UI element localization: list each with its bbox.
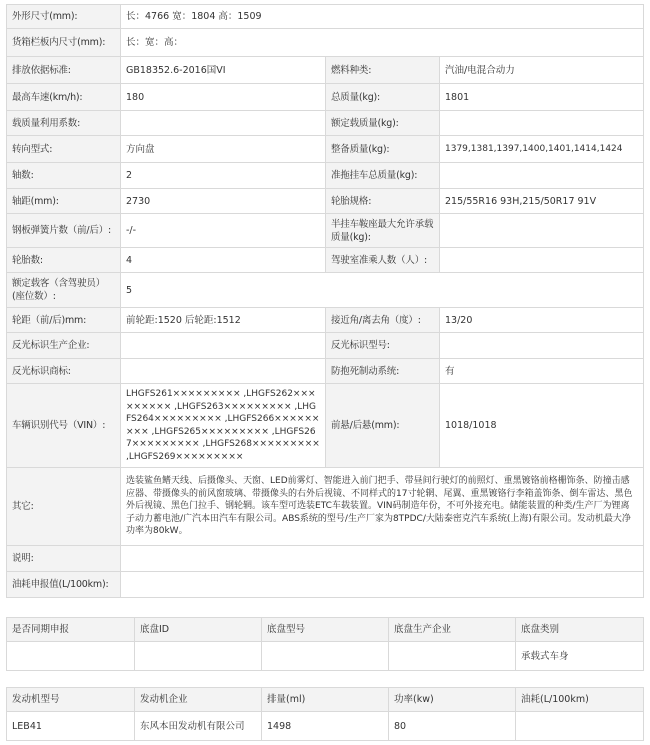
steering-value: 方向盘 — [121, 136, 326, 163]
reflect-maker-label: 反光标识生产企业: — [7, 333, 121, 359]
chassis-cell — [7, 642, 135, 671]
chassis-header: 是否同期申报 — [7, 618, 135, 642]
leaf-springs-value: -/- — [121, 214, 326, 248]
track-value: 前轮距:1520 后轮距:1512 — [121, 308, 326, 333]
trailer-mass-label: 准拖挂车总质量(kg): — [326, 163, 440, 189]
engine-header: 发动机型号 — [7, 688, 135, 712]
chassis-header: 底盘生产企业 — [389, 618, 516, 642]
engine-cell: 80 — [389, 712, 516, 741]
engine-cell: 1498 — [262, 712, 389, 741]
approach-value: 13/20 — [440, 308, 644, 333]
vin-label: 车辆识别代号（VIN）: — [7, 384, 121, 468]
reflect-brand-label: 反光标识商标: — [7, 359, 121, 384]
wheelbase-value: 2730 — [121, 189, 326, 214]
chassis-cell — [135, 642, 262, 671]
note-value — [121, 546, 644, 572]
axles-value: 2 — [121, 163, 326, 189]
fuel-consumption-value — [121, 572, 644, 598]
max-speed-label: 最高车速(km/h): — [7, 84, 121, 111]
chassis-header: 底盘类别 — [516, 618, 644, 642]
overhang-value: 1018/1018 — [440, 384, 644, 468]
curb-mass-label: 整备质量(kg): — [326, 136, 440, 163]
curb-mass-value: 1379,1381,1397,1400,1401,1414,1424 — [440, 136, 644, 163]
saddle-load-value — [440, 214, 644, 248]
tires-label: 轮胎数: — [7, 248, 121, 273]
note-label: 说明: — [7, 546, 121, 572]
reflect-model-value — [440, 333, 644, 359]
emission-label: 排放依据标准: — [7, 57, 121, 84]
rated-load-value — [440, 111, 644, 136]
engine-header: 发动机企业 — [135, 688, 262, 712]
chassis-header: 底盘型号 — [262, 618, 389, 642]
load-util-value — [121, 111, 326, 136]
engine-header: 排量(ml) — [262, 688, 389, 712]
abs-label: 防抱死制动系统: — [326, 359, 440, 384]
total-mass-value: 1801 — [440, 84, 644, 111]
seats-value: 5 — [121, 273, 644, 308]
load-util-label: 载质量利用系数: — [7, 111, 121, 136]
overhang-label: 前悬/后悬(mm): — [326, 384, 440, 468]
chassis-cell: 承载式车身 — [516, 642, 644, 671]
reflect-maker-value — [121, 333, 326, 359]
cargo-size-value: 长：宽：高： — [121, 29, 644, 57]
chassis-cell — [262, 642, 389, 671]
seats-label: 额定载客（含驾驶员）(座位数）: — [7, 273, 121, 308]
other-value: 选装鲨鱼鳍天线、后摄像头、天窗、LED前雾灯、智能进入前门把手、带昼间行驶灯的前照灯、重黑镀铬前格栅饰条、防撞击感应器、带摄像头的前风窗玻璃、带摄像头的右外后视镜、不同样式的17寸轮辋、尾翼、重黑镀铬行李箱盖饰条、倒车雷达、黑色外后视镜、黑色门拉手、钢轮辋。该车型可选装ETC车载装置。VIN码制造年份，不可外接充电。储能装置的种类/生产厂为锂离子动力蓄电池/广汽本田汽车有限公司。ABS系统的型号/生产厂家为8TPDC/大陆泰密克汽车系统(上海)有限公司。发动机最大净功率为80kW。 — [121, 468, 644, 546]
engine-cell: 东风本田发动机有限公司 — [135, 712, 262, 741]
spec-table — [6, 4, 644, 598]
engine-table — [6, 687, 644, 741]
chassis-header: 底盘ID — [135, 618, 262, 642]
chassis-table — [6, 617, 644, 671]
outer-size-value: 长：4766 宽：1804 高：1509 — [121, 5, 644, 29]
engine-cell — [516, 712, 644, 741]
engine-header: 油耗(L/100km) — [516, 688, 644, 712]
steering-label: 转向型式: — [7, 136, 121, 163]
tires-value: 4 — [121, 248, 326, 273]
vin-value: LHGFS261××××××××× ,LHGFS262××××××××× ,LHGFS263××××××××× ,LHGFS264××××××××× ,LHGFS266××××××××× ,LHGFS265××××××××× ,LHGFS267××××××××× ,LHGFS268××××××××× ,LHGFS269××××××××× — [121, 384, 326, 468]
wheelbase-label: 轴距(mm): — [7, 189, 121, 214]
axles-label: 轴数: — [7, 163, 121, 189]
cab-passengers-value — [440, 248, 644, 273]
total-mass-label: 总质量(kg): — [326, 84, 440, 111]
engine-header: 功率(kw) — [389, 688, 516, 712]
fuel-consumption-label: 油耗申报值(L/100km): — [7, 572, 121, 598]
saddle-load-label: 半挂车鞍座最大允许承载质量(kg): — [326, 214, 440, 248]
track-label: 轮距（前/后)mm: — [7, 308, 121, 333]
approach-label: 接近角/离去角（度）: — [326, 308, 440, 333]
cargo-size-label: 货箱栏板内尺寸(mm): — [7, 29, 121, 57]
abs-value: 有 — [440, 359, 644, 384]
fuel-label: 燃料种类: — [326, 57, 440, 84]
engine-cell: LEB41 — [7, 712, 135, 741]
tire-spec-label: 轮胎规格: — [326, 189, 440, 214]
reflect-brand-value — [121, 359, 326, 384]
reflect-model-label: 反光标识型号: — [326, 333, 440, 359]
cab-passengers-label: 驾驶室准乘人数（人）: — [326, 248, 440, 273]
max-speed-value: 180 — [121, 84, 326, 111]
chassis-cell — [389, 642, 516, 671]
fuel-value: 汽油/电混合动力 — [440, 57, 644, 84]
rated-load-label: 额定载质量(kg): — [326, 111, 440, 136]
outer-size-label: 外形尺寸(mm): — [7, 5, 121, 29]
other-label: 其它: — [7, 468, 121, 546]
leaf-springs-label: 钢板弹簧片数（前/后）: — [7, 214, 121, 248]
emission-value: GB18352.6-2016国VI — [121, 57, 326, 84]
trailer-mass-value — [440, 163, 644, 189]
tire-spec-value: 215/55R16 93H,215/50R17 91V — [440, 189, 644, 214]
